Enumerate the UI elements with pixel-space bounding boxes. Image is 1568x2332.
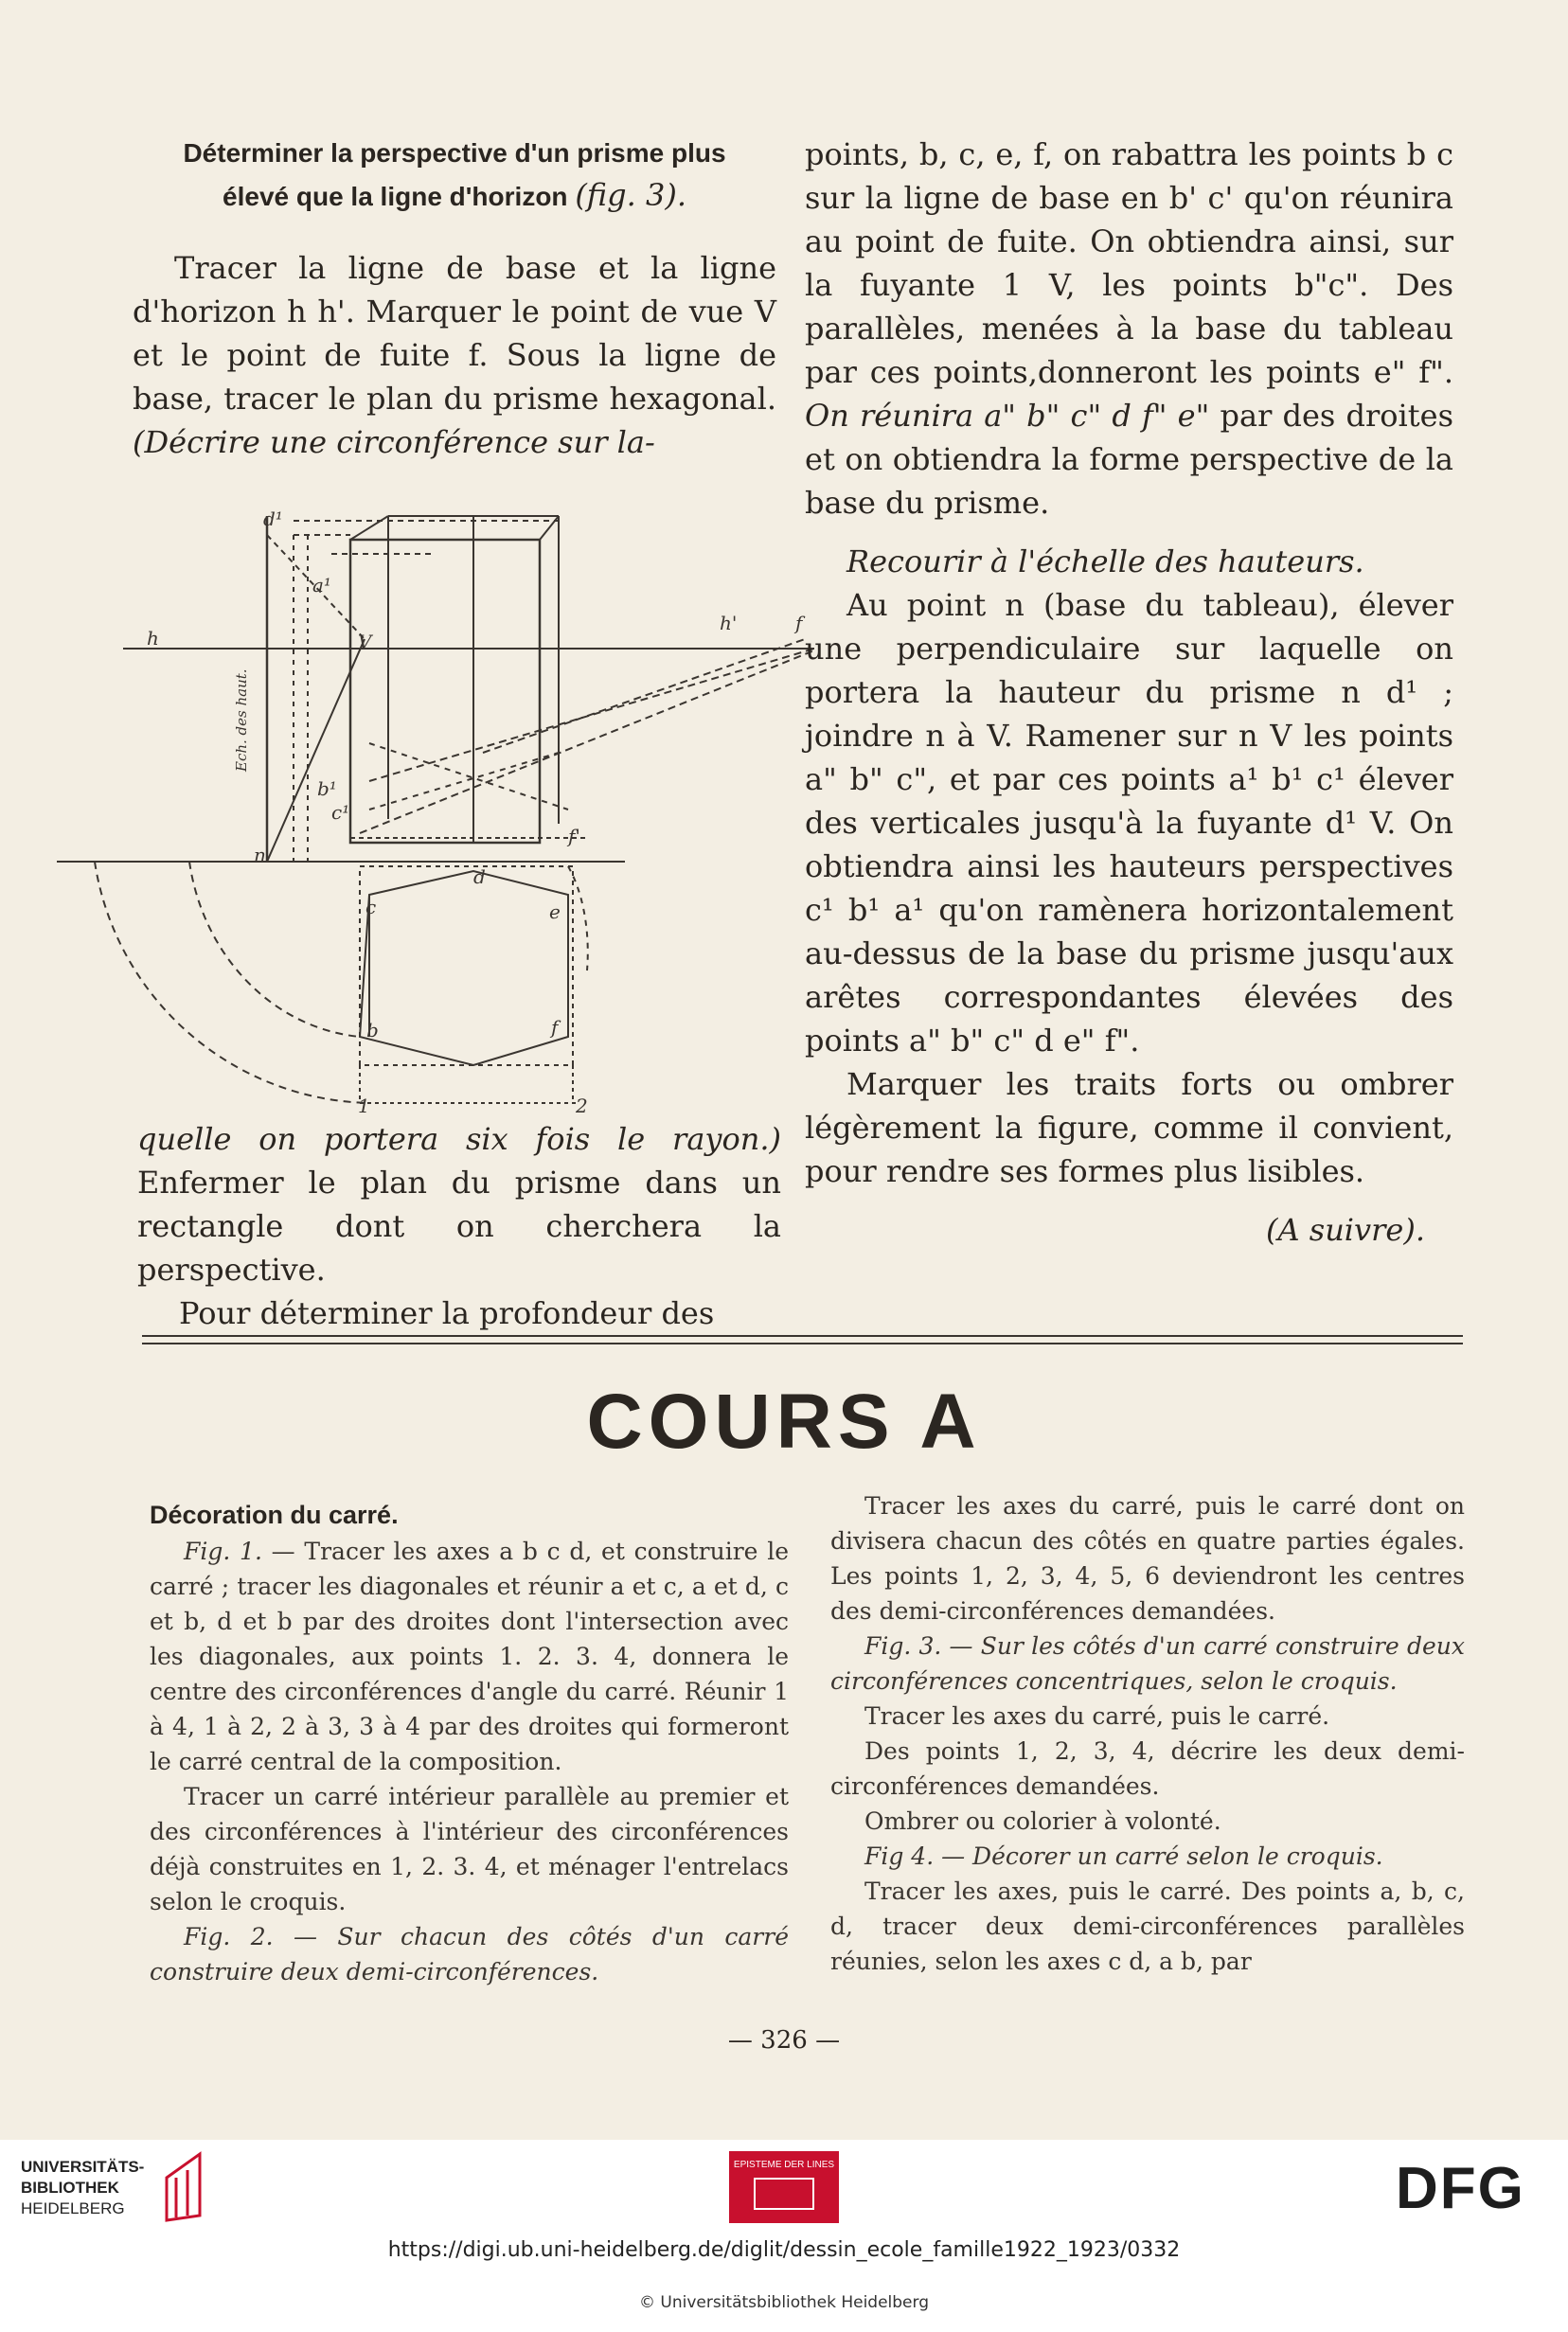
label-e: e [549, 900, 561, 923]
heading-line2: élevé que la ligne d'horizon [223, 182, 568, 211]
para2-text: Enfermer le plan du prisme dans un rectangle dont on cherchera la perspective. [137, 1165, 781, 1288]
badge-emblem-icon [754, 2178, 814, 2210]
top-right-column [805, 133, 1453, 1252]
fig4-text: Fig 4. — Décorer un carré selon le croquis. [864, 1842, 1383, 1870]
right-para1-end: par des droites et on obtiendra la forme perspective de la base du prisme. [805, 398, 1454, 521]
label-c: c [365, 896, 377, 918]
top-left-column-cont [137, 1117, 781, 1335]
right-para2: Au point n (base du tableau), élever une perpendiculaire sur laquelle on portera la hauteur du prisme n d¹ ; joindre n à V. Ramener sur n V les points a" b" c", et par ces points a¹ b¹ c¹ élever des verticales jusqu'à la fuyante d¹ V. On obtiendra ainsi les hauteurs perspectives c¹ b¹ a¹ qu'on ramènera horizontalement au-dessus de la base du prisme jusqu'aux arêtes correspondantes élevées des points a" b" c" d e" f". [805, 587, 1453, 1059]
permalink-url[interactable]: https://digi.ub.uni-heidelberg.de/diglit/dessin_ecole_famille1922_1923/0332 [387, 2238, 1181, 2262]
bottom-left-para2: Tracer un carré intérieur parallèle au premier et des circonférences à l'intérieur des circonférences déjà construites en 1, 2. 3. 4, et ménager l'entrelacs selon le croquis. [150, 1783, 789, 1915]
heading-fig-ref: (fig. 3). [575, 177, 686, 213]
heading-square-decoration: Décoration du carré. [150, 1501, 399, 1529]
fig1-label: Fig. 1. [184, 1538, 262, 1565]
prism-perspective-figure [57, 497, 833, 1113]
fig3-text: Fig. 3. — Sur les côtés d'un carré construire deux circonférences concentriques, selon le croquis. [830, 1632, 1465, 1695]
subheading-heights: Recourir à l'échelle des hauteurs. [846, 543, 1364, 579]
logo-line1: UNIVERSITÄTS- [21, 2158, 145, 2176]
bottom-right-para2: Tracer les axes du carré, puis le carré. [864, 1702, 1330, 1730]
label-b1: b¹ [317, 777, 337, 800]
label-b: b [366, 1019, 379, 1041]
section-title-cours-a: COURS A [586, 1379, 982, 1465]
bottom-right-para3: Des points 1, 2, 3, 4, décrire les deux demi-circonférences demandées. [830, 1737, 1465, 1800]
right-para1: points, b, c, e, f, on rabattra les points b c sur la ligne de base en b' c' qu'on réunira au point de fuite. On obtiendra ainsi, sur la fuyante 1 V, les points b"c". Des parallèles, menées à la base du tableau par ces points,donneront les points e" f". [805, 136, 1453, 390]
ub-logo-mark-icon [157, 2149, 214, 2225]
label-one: 1 [358, 1095, 370, 1113]
episteme-badge[interactable] [729, 2151, 839, 2223]
right-para3: Marquer les traits forts ou ombrer légèrement la figure, comme il convient, pour rendre ses formes plus lisibles. [805, 1066, 1453, 1189]
divider [142, 1343, 1463, 1344]
copyright-notice: © Universitätsbibliothek Heidelberg [638, 2293, 929, 2312]
page-number: — 326 — [727, 2026, 841, 2055]
bottom-right-para4: Ombrer ou colorier à volonté. [864, 1807, 1221, 1835]
label-f: f [795, 612, 803, 634]
logo-line2: BIBLIOTHEK [21, 2179, 119, 2197]
heading-line1: Déterminer la perspective d'un prisme plus [183, 138, 726, 168]
bottom-right-column [830, 1488, 1465, 1979]
bottom-left-column [150, 1496, 789, 1989]
paragraph [133, 246, 776, 464]
para1-text: Tracer la ligne de base et la ligne d'horizon h h'. Marquer le point de vue V et le point de fuite f. Sous la ligne de base, tracer le plan du prisme hexagonal. [133, 250, 776, 417]
label-V: V [358, 631, 372, 653]
label-scale: Ech. des haut. [233, 668, 250, 772]
badge-text: EPISTEME DER LINES [733, 2160, 835, 2170]
label-d1: d¹ [263, 507, 283, 530]
bottom-right-para1: Tracer les axes du carré, puis le carré dont on divisera chacun des côtés en quatre parties égales. Les points 1, 2, 3, 4, 5, 6 deviendront les centres des demi-circonférences demandées. [830, 1492, 1465, 1625]
paragraph [805, 133, 1453, 525]
paragraph [137, 1117, 781, 1291]
paragraph [150, 1534, 789, 1779]
label-h-prime: h' [720, 612, 738, 634]
bottom-right-para5: Tracer les axes, puis le carré. Des points a, b, c, d, tracer deux demi-circonférences parallèles réunies, selon les axes c d, a b, par [830, 1878, 1465, 1975]
ub-heidelberg-logo[interactable] [21, 2157, 144, 2219]
logo-line3: HEIDELBERG [21, 2199, 125, 2217]
para1-italic: (Décrire une circonférence sur la- [133, 424, 655, 460]
label-f-prime: f' [568, 825, 580, 847]
divider [142, 1335, 1463, 1337]
fig2-text: Fig. 2. — Sur chacun des côtés d'un carré construire deux demi-circonférences. [150, 1923, 789, 1985]
para3-text: Pour déterminer la profondeur des [179, 1295, 715, 1331]
label-a1: a¹ [312, 574, 331, 596]
label-h: h [147, 627, 159, 650]
para2-italic: quelle on portera six fois le rayon.) [137, 1121, 781, 1157]
section-heading-prism [133, 133, 776, 218]
label-f-low: f [551, 1016, 559, 1039]
dfg-logo[interactable]: DFG [1396, 2156, 1525, 2221]
top-left-column [133, 133, 776, 464]
to-be-continued: (A suivre). [1266, 1212, 1425, 1248]
label-d: d [473, 865, 486, 888]
right-para1-italic: On réunira a" b" c" d f" e" [805, 398, 1210, 434]
fig1-text: — Tracer les axes a b c d, et construire le carré ; tracer les diagonales et réunir a et c, a et d, c et b, d et b par des droites dont l'intersection avec les diagonales, aux points 1. 2. 3. 4, donnera le centre des circonférences d'angle du carré. Réunir 1 à 4, 1 à 2, 2 à 3, 3 à 4 par des droites qui formeront le carré central de la composition. [150, 1538, 790, 1775]
label-n: n [254, 844, 266, 866]
label-two: 2 [576, 1095, 588, 1113]
label-c1: c¹ [331, 801, 350, 824]
